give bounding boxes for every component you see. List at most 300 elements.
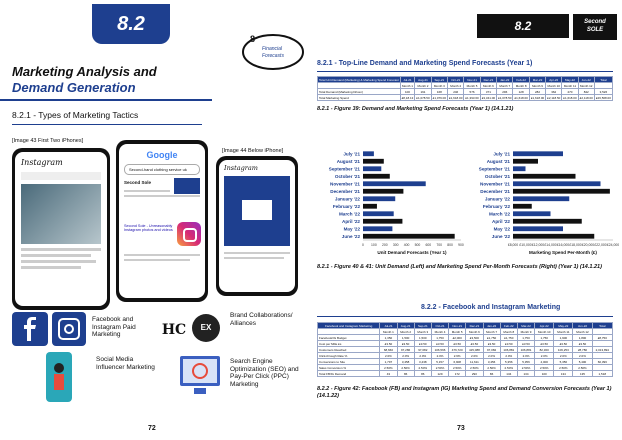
heading-rule (317, 316, 613, 317)
table-header-cell: Mar-22 (529, 77, 545, 83)
tick-label: 200 (381, 243, 388, 247)
stories-bar (21, 172, 101, 180)
table-header-cell: Feb-22 (500, 323, 517, 329)
table-header-cell: Month 5 (464, 83, 480, 89)
bar (363, 189, 403, 194)
tactic-label: Social Media Influencer Marketing (96, 356, 155, 371)
table-row (318, 95, 613, 101)
category-label: October '21 (334, 173, 360, 179)
fig42-caption: 8.2.2 - Figure 42: Facebook (FB) and Instagram (IG) Marketing Spend and Demand Conversion Forecasts (Year 1) (14.1.22) (317, 386, 612, 399)
bar (513, 151, 563, 156)
table-cell: 82,300 (535, 347, 554, 353)
table-cell: 86 (397, 371, 414, 377)
table-cell: £1,618.00 (514, 95, 528, 100)
table-header-cell: Month 7 (483, 329, 500, 335)
bar (363, 166, 381, 171)
tick-label: £14,000 (544, 243, 557, 247)
footprint-icon (238, 30, 308, 74)
table-header-cell: Month 1 (402, 83, 413, 88)
financial-forecasts-logo (238, 30, 308, 74)
table-cell: 2.6% (449, 353, 466, 359)
bar (513, 211, 551, 216)
table-cell: £1,618.00 (449, 95, 463, 100)
table-cell: 2.0% (535, 353, 554, 359)
category-label: September '21 (328, 166, 360, 172)
table-cell: 1,750 (535, 335, 554, 341)
table-header-cell: Month 5 (449, 329, 466, 335)
tick-label: £12,000 (531, 243, 545, 247)
table-cell: £8,18.13 (401, 95, 414, 100)
bar (363, 204, 377, 209)
table-cell: £3.50 (466, 341, 483, 347)
table-cell: 106,253 (554, 347, 573, 353)
table-header-cell: Month 11 (554, 329, 573, 335)
table-cell: 1,350 (380, 335, 397, 341)
table-header-cell: Nov-21 (464, 77, 480, 83)
bar (363, 151, 374, 156)
table-cell: Total Marketing Spend (318, 95, 401, 101)
table-header-cell: Month 2 (415, 83, 431, 89)
table-cell: Conversions to Site (318, 359, 380, 365)
table-cell: 1,500 (414, 335, 431, 341)
table-cell: £3,341.00 (481, 95, 496, 100)
snippet-line (124, 195, 200, 197)
table-header-cell: May-22 (554, 323, 573, 329)
table-cell: 6,908 (449, 359, 466, 365)
facebook-icon (12, 312, 48, 346)
table-cell: 68,660 (380, 347, 397, 353)
table-cell: £1,618.00 (563, 95, 577, 100)
table-cell: 842 (578, 89, 594, 95)
bar (363, 211, 394, 216)
table-header-cell: Month 6 (466, 329, 483, 335)
table-header-cell: Jun-22 (573, 323, 592, 329)
table-cell: 2.50% (414, 365, 431, 371)
result-instagram[interactable]: Second Sole - Unreasonably Instagram photos and videos (124, 224, 173, 232)
category-label: June '22 (491, 233, 510, 239)
table-cell: 168 (431, 89, 447, 95)
table-header-cell: Month 2 (397, 329, 414, 335)
category-label: March '22 (488, 211, 510, 217)
phone-mockup-instagram (12, 148, 110, 310)
tick-label: 600 (425, 243, 432, 247)
table-header-cell: Month 9 (529, 83, 545, 89)
result-title[interactable]: Second Sole (124, 180, 152, 185)
post-image (21, 184, 101, 244)
table-cell: 5,356 (500, 359, 517, 365)
caption-line (224, 252, 290, 254)
bar (363, 234, 455, 239)
table-cell: £3.50 (500, 341, 517, 347)
bar (513, 204, 532, 209)
category-label: January '22 (484, 196, 510, 202)
table-header-cell: Month 7 (497, 83, 513, 89)
phone-mockup-google (116, 140, 208, 302)
post-image (224, 176, 290, 246)
page-number: 72 (148, 425, 156, 432)
table-header-cell: Total (592, 323, 612, 329)
tick-label: £16,000 (556, 243, 570, 247)
table-header-cell: Month 10 (535, 329, 554, 335)
table-cell: 3,438 (414, 359, 431, 365)
bar (513, 159, 538, 164)
table-cell: £1,393.60 (465, 95, 479, 100)
table-cell: 2.50% (431, 365, 448, 371)
phone-screen (219, 160, 295, 292)
forecast-table (317, 76, 613, 101)
table-cell: Cost per Mille £s (318, 341, 380, 347)
table-cell: £1,078.50 (416, 95, 430, 100)
phone-screen (119, 144, 205, 298)
table-cell: 11,611 (466, 359, 483, 365)
table-header-cell: Month 9 (517, 329, 534, 335)
section-badge: 8.2 (92, 4, 170, 44)
table-cell: £26,568.00 (595, 95, 611, 100)
table-cell: 2.50% (483, 365, 500, 371)
bar (513, 189, 610, 194)
table-cell: 28,780 (573, 347, 592, 353)
table-cell: 2.0% (483, 353, 500, 359)
table-header-cell: Total Unit Demand (Marketing) & Marketing Spend Forecast (319, 77, 399, 82)
bar (513, 166, 526, 171)
table-cell: £2,000 (449, 335, 466, 341)
table-cell: 2.50% (500, 365, 517, 371)
table-cell: 5,400 (573, 359, 592, 365)
subsection-rule (12, 124, 202, 125)
table-header-cell: Month 6 (480, 83, 496, 89)
category-label: October '21 (484, 173, 510, 179)
table-cell: £3.50 (449, 341, 466, 347)
table-header-cell: Aug-21 (397, 323, 414, 329)
table-cell: £2,118.00 (579, 95, 593, 100)
tick-label: £20,000 (581, 243, 595, 247)
table-cell: 1,750 (517, 335, 534, 341)
table-header-cell: Total (594, 77, 612, 83)
table-cell: £1,618.00 (530, 95, 545, 100)
image-note-right: [Image 44 Below iPhone] (222, 148, 284, 154)
table-cell: £3,500 (466, 335, 483, 341)
table-cell: £1,750 (483, 335, 500, 341)
table-cell: Click-through Rate % (318, 353, 380, 359)
table-cell: 296 (497, 89, 513, 95)
table-cell: 3,526 (594, 89, 612, 95)
table-header-cell: Month 4 (448, 83, 464, 89)
category-label: December '21 (330, 188, 360, 194)
tick-label: £18,000 (569, 243, 582, 247)
table-cell: 3,456 (483, 359, 500, 365)
second-sole-logo (573, 14, 617, 40)
table-header-cell: May-22 (562, 77, 578, 83)
fig40-caption: 8.2.1 - Figure 40 & 41: Unit Demand (Left) and Marketing Spend Per-Month Forecasts (Right) (Year 1) (14.1.21) (317, 264, 602, 270)
table-cell: 2.50% (449, 365, 466, 371)
bar (513, 181, 601, 186)
table-cell: Total FB/IG Demand (318, 371, 380, 377)
result-thumbnail (174, 178, 200, 194)
table-cell: 2.50% (535, 365, 554, 371)
brand-logo-line1: Second (584, 19, 606, 25)
tick-label: £8,000 (507, 243, 519, 247)
brand-hc-logo: HC (161, 322, 187, 338)
instagram-wordmark: Instagram (21, 158, 63, 167)
table-header-cell: Month 3 (431, 83, 447, 89)
tactic-label: Facebook and Instagram Paid Marketing (92, 316, 136, 338)
table-header-cell: Month 4 (431, 329, 448, 335)
seo-icon (178, 352, 224, 398)
instagram-icon (177, 222, 201, 246)
page-title-line2: Demand Generation (12, 80, 136, 95)
table-cell: 2.0% (431, 353, 448, 359)
snippet-line (124, 259, 190, 261)
table-cell: 172 (449, 371, 466, 377)
table-header-cell: Oct-21 (448, 77, 464, 83)
table-cell: 129 (431, 371, 448, 377)
bar (513, 196, 569, 201)
table-cell: 5,157 (431, 359, 448, 365)
x-axis-label: Marketing Spend Per-Month (£) (529, 250, 597, 255)
table-cell: 106,881 (500, 347, 517, 353)
table-cell: 134 (517, 371, 534, 377)
brand-ex-logo: EX (192, 314, 220, 342)
phone-screen (15, 152, 107, 306)
table-cell: 415,088 (466, 347, 483, 353)
page-number: 73 (457, 425, 465, 432)
fig39-caption: 8.2.1 - Figure 39: Demand and Marketing Spend Forecasts (Year 1) (14.1.21) (317, 106, 514, 112)
table-cell: 2.0% (380, 353, 397, 359)
table-cell: 2.0% (554, 353, 573, 359)
table-header-cell: Month 12 (573, 329, 592, 335)
subsection-title: 8.2.1 - Types of Marketing Tactics (12, 110, 139, 120)
category-label: August '21 (336, 158, 360, 164)
table-cell: 2.0% (517, 353, 534, 359)
tick-label: 500 (414, 243, 421, 247)
bar (513, 234, 594, 239)
phone-mockup-instagram-profile (216, 156, 298, 296)
category-label: May '22 (493, 226, 510, 232)
table-header-cell: Month 1 (380, 329, 397, 335)
table-cell: Customers Reached (318, 347, 380, 353)
table-cell: 100 (535, 371, 554, 377)
table-cell: 97,082 (414, 347, 431, 353)
table-header-cell: Feb-22 (513, 77, 529, 83)
title-rule (0, 99, 212, 101)
table-cell: 362 (546, 89, 562, 95)
category-label: February '22 (482, 203, 510, 209)
table-cell: 2,013,894 (592, 347, 612, 353)
tactic-label: Brand Collaborations/ Alliances (230, 312, 293, 327)
table-cell: 2.50% (466, 365, 483, 371)
influencer-icon (42, 352, 76, 406)
table-cell: £2,118.50 (547, 95, 561, 100)
table-cell: £8,750 (592, 335, 612, 341)
table-cell: 2.50% (380, 365, 397, 371)
table-cell: £1,078.50 (498, 95, 512, 100)
table-cell: 134 (500, 371, 517, 377)
table-cell: 270 (562, 89, 578, 95)
table-cell: 5,356 (517, 359, 534, 365)
category-label: June '22 (341, 233, 360, 239)
tick-label: 300 (392, 243, 399, 247)
category-label: July '21 (343, 151, 360, 157)
caption-line (21, 248, 101, 251)
table-cell: 134 (554, 371, 573, 377)
caption-line (21, 266, 81, 269)
bar (363, 196, 395, 201)
tick-label: 700 (436, 243, 443, 247)
bar (513, 219, 582, 224)
logo-number: 8 (250, 34, 256, 44)
table-cell: 86 (483, 371, 500, 377)
unit-demand-chart (317, 146, 465, 258)
table-cell: 2.0% (500, 353, 517, 359)
table-header-cell: Dec-21 (466, 323, 483, 329)
category-label: March '22 (338, 211, 360, 217)
table-cell: 191 (415, 89, 431, 95)
table-cell: 100 (400, 89, 415, 95)
table-header-cell: Jul-21 (380, 323, 397, 329)
instagram-outline-icon (52, 312, 86, 346)
snippet-line (124, 254, 200, 256)
table-header-cell: Sep-21 (431, 77, 447, 83)
table-cell: 4,000 (535, 359, 554, 365)
table-cell: 43 (380, 371, 397, 377)
category-label: August '21 (486, 158, 510, 164)
table-cell: 2.50% (573, 365, 592, 371)
tick-label: 0 (362, 243, 364, 247)
table-cell: 2.0% (397, 353, 414, 359)
category-label: July '21 (493, 151, 510, 157)
table-cell: 135 (573, 371, 592, 377)
category-label: November '21 (330, 181, 360, 187)
section-badge-text: 8.2 (514, 19, 532, 33)
table-cell: 2.50% (397, 365, 414, 371)
table-header-cell: Month 8 (513, 83, 529, 89)
table-header-cell: Nov-21 (449, 323, 466, 329)
table-cell: 1,900 (554, 335, 573, 341)
table-cell: £1,079.00 (432, 95, 447, 100)
heading-rule (317, 71, 613, 72)
table-cell: 2.0% (573, 353, 592, 359)
table-cell: 2.50% (554, 365, 573, 371)
bar (363, 174, 390, 179)
category-label: May '22 (343, 226, 360, 232)
table-header-cell: Aug-21 (415, 77, 431, 83)
table-cell: 5,356 (554, 359, 573, 365)
table-cell: £3.50 (554, 341, 573, 347)
tick-label: £22,000 (594, 243, 607, 247)
google-wordmark: Google (146, 150, 178, 160)
table-cell: £3.50 (573, 341, 592, 347)
table-cell: £3.50 (380, 341, 397, 347)
table-header-cell: Apr-22 (546, 77, 562, 83)
table-header-cell: Month 8 (500, 329, 517, 335)
instagram-wordmark: Instagram (224, 164, 258, 172)
page-title-line1: Marketing Analysis and (12, 64, 157, 79)
bar (363, 159, 384, 164)
category-label: April '22 (492, 218, 510, 224)
snippet-line (124, 190, 170, 192)
table-cell: £3.50 (414, 341, 431, 347)
heading-facebook: 8.2.2 - Facebook and Instagram Marketing (421, 304, 561, 311)
table-cell: £1,750 (500, 335, 517, 341)
table-cell: 128 (513, 89, 529, 95)
marketing-spend-chart (467, 146, 620, 258)
tick-label: 900 (458, 243, 464, 247)
logo-line1: Financial (262, 46, 283, 52)
facebook-instagram-table (317, 322, 613, 377)
category-label: December '21 (480, 188, 510, 194)
table-header-cell: Jan-22 (483, 323, 500, 329)
tick-label: £10,000 (519, 243, 532, 247)
table-cell: 3,458 (397, 359, 414, 365)
table-header-cell: Jan-22 (497, 77, 513, 83)
table-cell: 371 (480, 89, 496, 95)
table-header-cell: Month 12 (579, 83, 593, 88)
table-cell: £3.50 (483, 341, 500, 347)
category-label: January '22 (334, 196, 360, 202)
category-label: April '22 (342, 218, 360, 224)
table-row (318, 371, 613, 377)
table-header-cell: Sep-21 (414, 323, 431, 329)
table-cell: 282 (529, 89, 545, 95)
tick-label: 800 (447, 243, 453, 247)
table-cell: £3.50 (431, 341, 448, 347)
caption-line (21, 260, 96, 263)
table-cell: 246 (448, 89, 464, 95)
heading-top-line: 8.2.1 - Top-Line Demand and Marketing Spend Forecasts (Year 1) (317, 60, 533, 67)
table-header-cell: Month 3 (414, 329, 431, 335)
x-axis-label: Unit Demand Forecasts (Year 1) (377, 250, 447, 255)
bar (513, 174, 576, 179)
search-input[interactable]: Second-hand clothing service uk (124, 164, 200, 175)
table-cell: 2.0% (414, 353, 431, 359)
table-cell: 1,500 (397, 335, 414, 341)
tick-label: 100 (371, 243, 377, 247)
right-page (311, 0, 622, 440)
table-header-cell: Month 11 (562, 83, 578, 89)
table-cell: 1,797 (380, 359, 397, 365)
table-cell: £3.50 (535, 341, 554, 347)
table-cell: 476,720 (449, 347, 466, 353)
table-cell: £3.50 (397, 341, 414, 347)
table-cell: Facebook/IG Budget (318, 335, 380, 341)
table-header-cell: Jun-22 (578, 77, 594, 83)
tick-label: 400 (403, 243, 410, 247)
table-header-cell: Apr-22 (535, 323, 554, 329)
table-cell: 60,396 (592, 359, 612, 365)
tick-label: £24,000 (606, 243, 620, 247)
table-cell: 97,286 (397, 347, 414, 353)
table-header-cell: Jul-21 (400, 77, 415, 83)
tactic-label: Search Engine Optimization (SEO) and Pay-Per Click (PPC) Marketing (230, 358, 299, 388)
table-header-cell: Oct-21 (431, 323, 448, 329)
category-label: November '21 (480, 181, 510, 187)
bar (363, 181, 426, 186)
category-label: February '22 (332, 203, 360, 209)
table-cell: 2.50% (517, 365, 534, 371)
caption-line (21, 254, 91, 257)
table-cell: 97,082 (483, 347, 500, 353)
table-cell: 290 (466, 371, 483, 377)
table-cell: Sales Conversion % (318, 365, 380, 371)
table-header-cell: Month 10 (547, 83, 560, 88)
table-cell: 1,518 (592, 371, 612, 377)
table-cell: 576 (464, 89, 480, 95)
category-label: September '21 (478, 166, 510, 172)
table-cell: 2.0% (466, 353, 483, 359)
table-cell: 86 (414, 371, 431, 377)
table-cell: £3.50 (517, 341, 534, 347)
caption-line (224, 257, 284, 259)
